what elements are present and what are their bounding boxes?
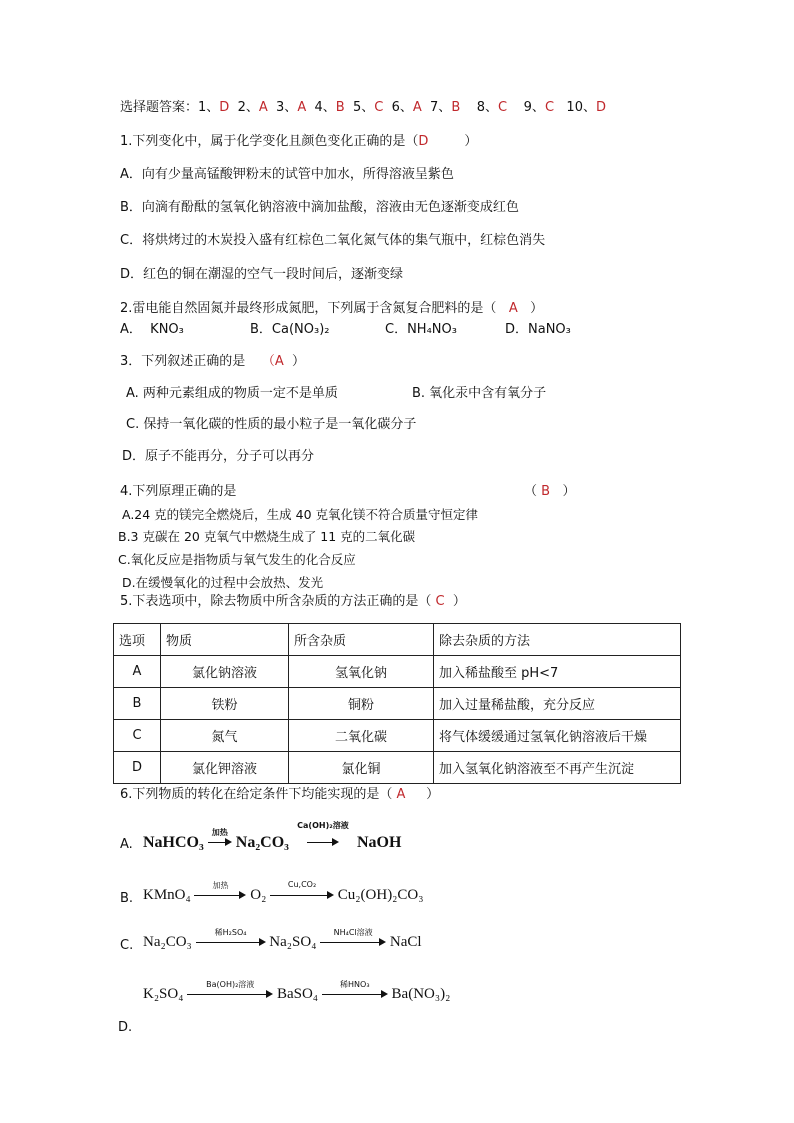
answer-n: 2、 bbox=[237, 100, 259, 115]
q6-d-s1: K₂SO₄ bbox=[143, 986, 184, 1002]
q6-c-cond2: NH₄Cl溶液 bbox=[333, 927, 373, 937]
q6-c-s2: Na₂SO₄ bbox=[269, 934, 317, 950]
table-cell: C bbox=[114, 720, 161, 752]
q6-a-s1: NaHCO₃ bbox=[143, 834, 204, 851]
table-row bbox=[114, 752, 681, 784]
q6-b-s3: Cu₂(OH)₂CO₃ bbox=[337, 887, 424, 903]
q3-option-a: A. 两种元素组成的物质一定不是单质 bbox=[126, 386, 338, 401]
q3-answer: A bbox=[274, 354, 284, 369]
table-header: 除去杂质的方法 bbox=[434, 624, 681, 656]
q6-b-s1: KMnO₄ bbox=[143, 887, 191, 903]
answer-n: 1、 bbox=[198, 100, 220, 115]
reaction-arrow-icon bbox=[196, 927, 266, 950]
answer-letter: D bbox=[595, 100, 606, 115]
q2-option-c: C．NH₄NO₃ bbox=[385, 322, 457, 337]
q1-stem bbox=[120, 134, 477, 150]
q4-option-d: D.在缓慢氧化的过程中会放热、发光 bbox=[122, 575, 324, 590]
table-cell: 氯化铜 bbox=[289, 752, 434, 784]
q6-d-s3: Ba(NO₃)₂ bbox=[391, 986, 451, 1002]
q1-answer: D bbox=[418, 134, 429, 149]
answer-n: 9、 bbox=[523, 100, 545, 115]
q3-option-c: C. 保持一氧化碳的性质的最小粒子是一氧化碳分子 bbox=[126, 417, 417, 432]
answer-letter: C bbox=[498, 100, 508, 115]
q4-option-b: B.3 克碳在 20 克氧气中燃烧生成了 11 克的二氧化碳 bbox=[118, 529, 416, 544]
answer-key bbox=[120, 100, 606, 116]
q6-d-cond1: Ba(OH)₂溶液 bbox=[206, 979, 255, 989]
q6-stem-text: 6.下列物质的转化在给定条件下均能实现的是（ bbox=[120, 787, 393, 802]
table-cell: 加入稀盐酸至 pH<7 bbox=[434, 656, 681, 688]
q2-option-d: D．NaNO₃ bbox=[505, 322, 571, 337]
reaction-arrow-icon bbox=[320, 927, 386, 950]
reaction-arrow-icon bbox=[270, 879, 334, 903]
q1-option-d: D．红色的铜在潮湿的空气一段时间后，逐渐变绿 bbox=[120, 267, 404, 282]
q6-c-cond1: 稀H₂SO₄ bbox=[214, 927, 247, 937]
table-cell: 铁粉 bbox=[161, 688, 289, 720]
table-cell: 氯化钾溶液 bbox=[161, 752, 289, 784]
q6-b-cond1: 加热 bbox=[212, 880, 229, 890]
q5-stem-text: 5.下表选项中，除去物质中所含杂质的方法正确的是（ bbox=[120, 594, 432, 609]
q2-option-a: KNO₃ bbox=[150, 322, 184, 337]
answer-n: 10、 bbox=[566, 100, 596, 115]
answer-letter: D bbox=[219, 100, 230, 115]
q3-option-d: D．原子不能再分，分子可以再分 bbox=[122, 449, 315, 464]
q1-option-b: B．向滴有酚酞的氢氧化钠溶液中滴加盐酸，溶液由无色逐渐变成红色 bbox=[120, 200, 519, 215]
answer-n: 3、 bbox=[276, 100, 298, 115]
answer-letter: A bbox=[297, 100, 307, 115]
q4-option-c: C.氧化反应是指物质与氧气发生的化合反应 bbox=[118, 552, 356, 567]
q6-b-cond2: Cu,CO₂ bbox=[287, 879, 317, 889]
q6-option-d-reaction bbox=[143, 979, 451, 1003]
table-cell: 氯化钠溶液 bbox=[161, 656, 289, 688]
answer-letter: C bbox=[374, 100, 384, 115]
table-cell: 加入过量稀盐酸，充分反应 bbox=[434, 688, 681, 720]
q6-stem bbox=[120, 787, 439, 803]
q6-option-d-label: D. bbox=[118, 1020, 133, 1035]
table-header-row bbox=[114, 624, 681, 656]
answer-n: 6、 bbox=[391, 100, 413, 115]
q4-answer-bracket: （ B ） bbox=[524, 484, 576, 499]
q6-b-s2: O₂ bbox=[250, 887, 267, 903]
table-row bbox=[114, 656, 681, 688]
table-header: 选项 bbox=[114, 624, 161, 656]
q6-a-s2: Na₂CO₃ bbox=[235, 834, 289, 851]
q2-answer: A bbox=[508, 301, 518, 316]
table-cell: 加入氢氧化钠溶液至不再产生沉淀 bbox=[434, 752, 681, 784]
q6-c-s1: Na₂CO₃ bbox=[143, 934, 192, 950]
q5-close: ） bbox=[452, 594, 466, 609]
q2-close: ） bbox=[530, 301, 544, 316]
answer-letter: C bbox=[544, 100, 555, 115]
q5-table bbox=[113, 623, 681, 784]
table-cell: A bbox=[114, 656, 161, 688]
reaction-arrow-icon bbox=[322, 979, 388, 1002]
table-row bbox=[114, 688, 681, 720]
table-row bbox=[114, 720, 681, 752]
table-cell: B bbox=[114, 688, 161, 720]
answer-key-prefix: 选择题答案： bbox=[120, 100, 199, 115]
q2-stem bbox=[120, 301, 543, 317]
q6-option-c-label: C. bbox=[120, 938, 134, 953]
answer-n: 4、 bbox=[314, 100, 336, 115]
q2-options bbox=[120, 322, 580, 338]
q6-a-cond1: 加热 bbox=[211, 828, 228, 838]
q3-stem-text: 3．下列叙述正确的是 bbox=[120, 354, 246, 369]
answer-letter: A bbox=[258, 100, 268, 115]
answer-n: 7、 bbox=[430, 100, 452, 115]
reaction-arrow-icon bbox=[187, 979, 273, 1002]
table-cell: 氢氧化钠 bbox=[289, 656, 434, 688]
table-header: 所含杂质 bbox=[289, 624, 434, 656]
q4-answer: B bbox=[541, 484, 551, 499]
reaction-arrow-icon bbox=[293, 821, 353, 850]
q2-stem-text: 2.雷电能自然固氮并最终形成氮肥，下列属于含氮复合肥料的是（ bbox=[120, 301, 497, 316]
reaction-arrow-icon bbox=[194, 880, 246, 903]
q5-stem bbox=[120, 594, 466, 610]
q2-option-a-label: A． bbox=[120, 322, 142, 337]
q6-option-b-label: B. bbox=[120, 891, 134, 906]
q4-stem: 4.下列原理正确的是 bbox=[120, 484, 237, 499]
table-cell: D bbox=[114, 752, 161, 784]
answer-letter: B bbox=[335, 100, 345, 115]
answer-n: 5、 bbox=[352, 100, 375, 115]
q6-a-cond2: Ca(OH)₂溶液 bbox=[297, 821, 349, 831]
q1-stem-text: 1.下列变化中，属于化学变化且颜色变化正确的是（ bbox=[120, 134, 419, 149]
q6-option-c-reaction bbox=[143, 927, 422, 951]
table-header: 物质 bbox=[161, 624, 289, 656]
table-cell: 二氧化碳 bbox=[289, 720, 434, 752]
q6-answer: A bbox=[396, 787, 406, 802]
reaction-arrow-icon bbox=[208, 828, 232, 850]
q6-close: ） bbox=[426, 787, 440, 802]
q6-option-b-reaction bbox=[143, 879, 424, 904]
answer-letter: A bbox=[412, 100, 422, 115]
q4-option-a: A.24 克的镁完全燃烧后，生成 40 克氧化镁不符合质量守恒定律 bbox=[122, 507, 479, 522]
table-cell: 氮气 bbox=[161, 720, 289, 752]
q3-option-b: B. 氧化汞中含有氧分子 bbox=[412, 386, 547, 401]
q6-d-cond2: 稀HNO₃ bbox=[340, 979, 370, 989]
answer-letter: B bbox=[451, 100, 461, 115]
q6-option-a-reaction bbox=[143, 821, 402, 852]
q3-stem: 3．下列叙述正确的是 （A ） bbox=[120, 354, 306, 369]
q1-option-a: A．向有少量高锰酸钾粉末的试管中加水，所得溶液呈紫色 bbox=[120, 167, 454, 182]
q6-a-s3: NaOH bbox=[356, 834, 402, 851]
q6-option-a-label: A. bbox=[120, 837, 133, 852]
q5-answer: C bbox=[435, 594, 445, 609]
q1-option-c: C．将烘烤过的木炭投入盛有红棕色二氧化氮气体的集气瓶中，红棕色消失 bbox=[120, 233, 546, 248]
q2-option-b: B．Ca(NO₃)₂ bbox=[250, 322, 330, 337]
q6-c-s3: NaCl bbox=[389, 934, 422, 950]
table-cell: 将气体缓缓通过氢氧化钠溶液后干燥 bbox=[434, 720, 681, 752]
q6-d-s2: BaSO₄ bbox=[276, 986, 319, 1002]
table-cell: 铜粉 bbox=[289, 688, 434, 720]
answer-n: 8、 bbox=[476, 100, 499, 115]
q1-close: ） bbox=[464, 134, 478, 149]
